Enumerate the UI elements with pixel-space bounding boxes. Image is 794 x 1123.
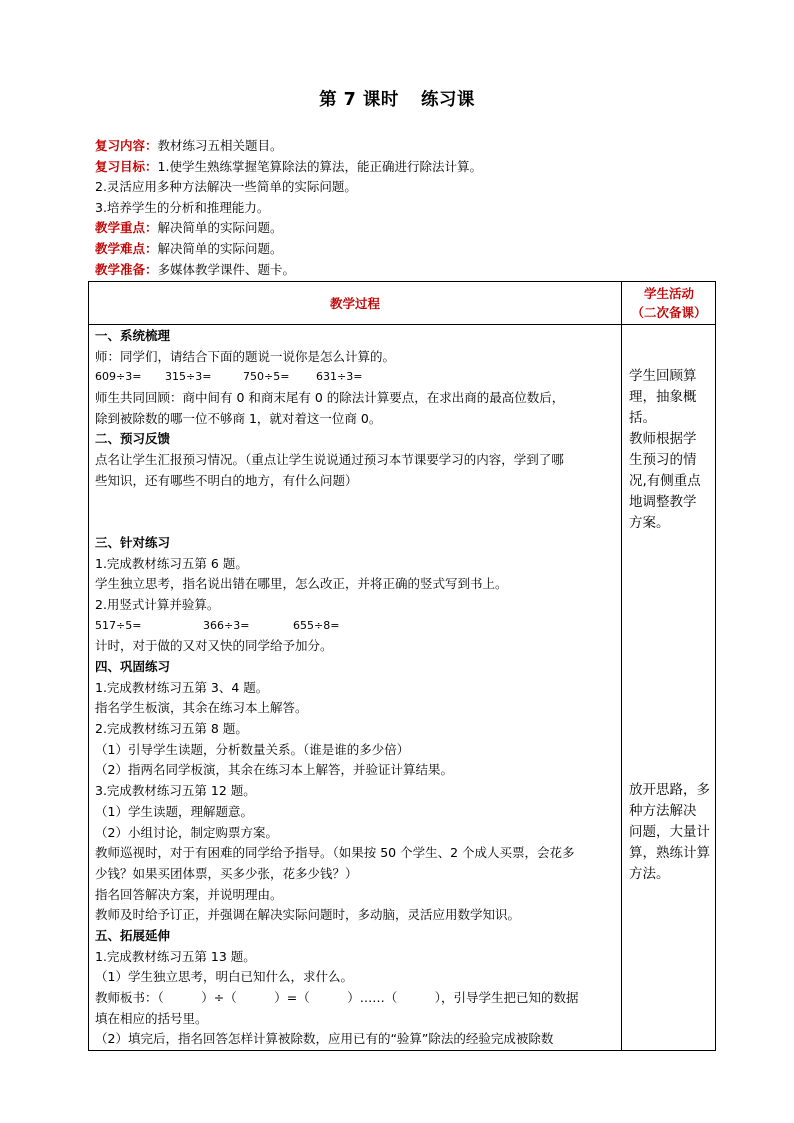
review-goal-3: 3.培养学生的分析和推理能力。 <box>95 199 270 215</box>
process-line: 1.完成教材练习五第 6 题。 <box>95 555 248 571</box>
process-line: （2）指两名同学板演，其余在练习本上解答，并验证计算结果。 <box>95 762 453 778</box>
header-activity-line2: （二次备课） <box>631 305 707 320</box>
process-line: （1）学生读题，理解题意。 <box>95 803 253 819</box>
key-point-label: 教学重点： <box>95 220 158 236</box>
process-line: 教师及时给予订正，并强调在解决实际问题时，多动脑，灵活应用数学知识。 <box>95 907 521 923</box>
activity-line: 况,有侧重点 <box>629 473 701 489</box>
lesson-plan-table <box>88 281 716 1051</box>
expression: 366÷3= <box>203 618 250 632</box>
expression: 631÷3= <box>316 370 363 384</box>
activity-line: 问题，大量计 <box>629 824 710 840</box>
review-goal-2: 2.灵活应用多种方法解决一些简单的实际问题。 <box>95 179 357 195</box>
activity-line: 地调整教学 <box>629 494 697 510</box>
process-line: 学生独立思考，指名说出错在哪里，怎么改正，并将正确的竖式写到书上。 <box>95 576 508 592</box>
activity-line: 放开思路，多 <box>629 782 710 798</box>
process-line: 1.完成教材练习五第 3、4 题。 <box>95 679 269 695</box>
preparation-label: 教学准备： <box>95 261 158 277</box>
activity-line: 教师根据学 <box>629 431 697 447</box>
activity-line: 学生回顾算 <box>629 368 697 384</box>
activity-line: 生预习的情 <box>629 452 697 468</box>
key-point-line <box>95 218 715 239</box>
key-point-text: 解决简单的实际问题。 <box>157 220 283 236</box>
process-line: 3.完成教材练习五第 12 题。 <box>95 783 256 799</box>
lesson-name: 练习课 <box>420 90 475 110</box>
expression: 315÷3= <box>165 370 212 384</box>
review-goal-line <box>95 157 715 178</box>
review-goal-label: 复习目标： <box>95 158 158 174</box>
header-teaching-process: 教学过程 <box>329 296 380 311</box>
process-line: （2）小组讨论，制定购票方案。 <box>95 824 278 840</box>
section-title: 三、针对练习 <box>95 534 171 550</box>
preparation-text: 多媒体教学课件、题卡。 <box>157 261 296 277</box>
lesson-meta <box>95 136 715 280</box>
process-line: 点名让学生汇报预习情况。（重点让学生说说通过预习本节课要学习的内容，学到了哪 <box>95 452 564 468</box>
lesson-number: 第 7 课时 <box>319 90 399 110</box>
difficulty-line <box>95 239 715 260</box>
process-line: 指名学生板演，其余在练习本上解答。 <box>95 700 308 716</box>
lesson-title <box>0 86 794 111</box>
expression-row <box>95 367 617 388</box>
process-line: 2.完成教材练习五第 8 题。 <box>95 721 248 737</box>
header-divider <box>89 324 715 325</box>
process-line: （1）引导学生读题，分析数量关系。（谁是谁的多少倍） <box>95 741 410 757</box>
section-title: 二、预习反馈 <box>95 431 171 447</box>
expression: 750÷5= <box>243 370 290 384</box>
header-student-activity <box>622 282 716 324</box>
difficulty-text: 解决简单的实际问题。 <box>157 240 283 256</box>
process-line: 教师板书：（ ）÷（ ）=（ ）……（ ），引导学生把已知的数据 <box>95 990 579 1005</box>
teaching-process-content <box>95 326 617 1050</box>
expression-row <box>95 616 617 637</box>
expression: 609÷3= <box>95 370 142 384</box>
blank-space <box>95 512 617 533</box>
section-title: 四、巩固练习 <box>95 659 171 674</box>
process-line: （2）填完后，指名回答怎样计算被除数，应用已有的“验算”除法的经验完成被除数 <box>95 1031 554 1047</box>
activity-line: 理，抽象概括。 <box>629 389 697 426</box>
process-line: 填在相应的括号里。 <box>95 1010 208 1026</box>
process-line: 1.完成教材练习五第 13 题。 <box>95 948 256 964</box>
activity-line: 方法。 <box>629 866 670 882</box>
process-line: 指名回答解决方案，并说明理由。 <box>95 886 283 902</box>
column-divider <box>621 282 622 1050</box>
activity-line: 种方法解决 <box>629 803 697 819</box>
process-line: （1）学生独立思考，明白已知什么，求什么。 <box>95 969 353 985</box>
review-content-text: 教材练习五相关题目。 <box>157 138 283 153</box>
process-line: 教师巡视时，对于有困难的同学给予指导。（如果按 50 个学生、2 个成人买票，会花多 <box>95 845 575 861</box>
section-title: 一、系统梳理 <box>95 328 171 343</box>
activity-line: 方案。 <box>629 515 670 531</box>
activity-note-practice <box>629 780 713 885</box>
preparation-line <box>95 260 715 281</box>
process-line: 计时，对于做的又对又快的同学给予加分。 <box>95 638 333 654</box>
review-goal-1: 1.使学生熟练掌握笔算除法的算法，能正确进行除法计算。 <box>157 158 482 174</box>
process-line: 师生共同回顾：商中间有 0 和商末尾有 0 的除法计算要点，在求出商的最高位数后， <box>95 390 565 406</box>
process-line: 些知识，还有哪些不明白的地方，有什么问题） <box>95 472 358 488</box>
difficulty-label: 教学难点： <box>95 240 158 256</box>
process-line: 师：同学们，请结合下面的题说一说你是怎么计算的。 <box>95 348 396 364</box>
review-content-line <box>95 136 715 157</box>
expression: 517÷5= <box>95 618 142 632</box>
review-content-label: 复习内容： <box>95 138 158 153</box>
expression: 655÷8= <box>293 618 340 632</box>
activity-note-preview <box>629 429 713 534</box>
activity-note-review <box>629 366 713 429</box>
blank-space <box>95 492 617 513</box>
process-line: 2.用竖式计算并验算。 <box>95 596 220 612</box>
section-title: 五、拓展延伸 <box>95 927 171 943</box>
process-line: 少钱？如果买团体票，买多少张，花多少钱？） <box>95 865 358 881</box>
activity-line: 算，熟练计算 <box>629 845 710 861</box>
header-activity-line1: 学生活动 <box>643 286 694 301</box>
process-line: 除到被除数的哪一位不够商 1，就对着这一位商 0。 <box>95 410 382 426</box>
